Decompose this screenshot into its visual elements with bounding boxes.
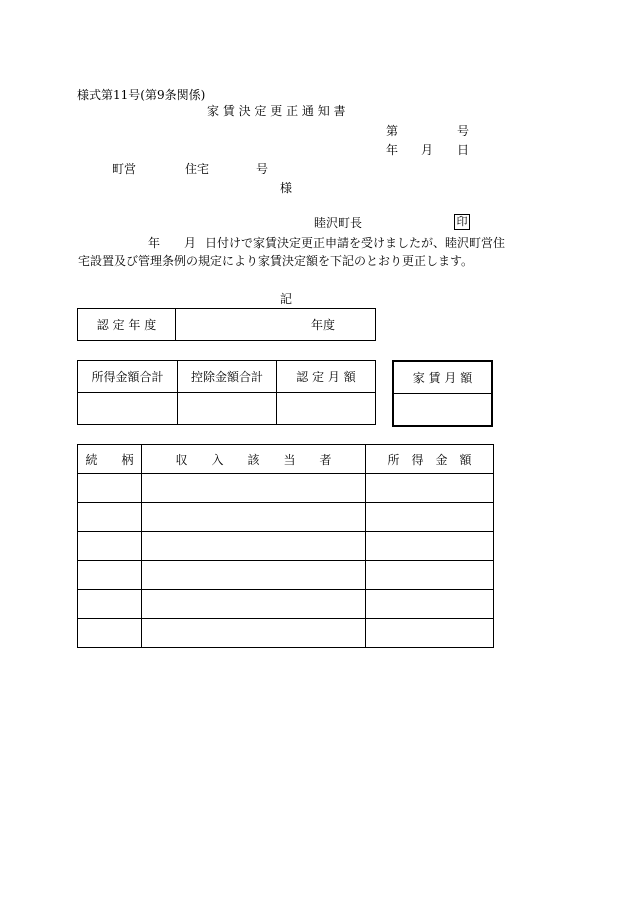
- earner-cell[interactable]: [142, 561, 366, 590]
- body-text: [78, 234, 508, 270]
- relation-cell[interactable]: [78, 619, 142, 648]
- ki-mark: 記: [280, 292, 293, 306]
- earner-cell[interactable]: [142, 619, 366, 648]
- earner-cell[interactable]: [142, 474, 366, 503]
- table-row: [78, 503, 494, 532]
- certified-monthly-cell[interactable]: [277, 393, 376, 425]
- relation-header: 続 柄: [78, 445, 142, 474]
- body-year: 年: [148, 236, 161, 250]
- address-town: 町営: [112, 162, 137, 176]
- table-row: [78, 561, 494, 590]
- seal-mark: 印: [454, 214, 470, 230]
- relation-cell[interactable]: [78, 590, 142, 619]
- income-amount-cell[interactable]: [366, 532, 494, 561]
- table-row: [78, 532, 494, 561]
- table-row: [78, 474, 494, 503]
- address-housing: 住宅: [185, 162, 210, 176]
- document-title: 家 賃 決 定 更 正 通 知 書: [207, 104, 346, 118]
- body-text-content: 日付けで家賃決定更正申請を受けましたが、睦沢町営住宅設置及び管理条例の規定により家賃決定額を下記のとおり更正します。: [78, 236, 506, 268]
- income-amount-cell[interactable]: [366, 590, 494, 619]
- relation-cell[interactable]: [78, 503, 142, 532]
- income-amount-cell[interactable]: [366, 474, 494, 503]
- relation-cell[interactable]: [78, 532, 142, 561]
- calc-table: [77, 360, 376, 425]
- income-amount-cell[interactable]: [366, 619, 494, 648]
- certified-year-unit: 年度: [311, 318, 336, 332]
- monthly-rent-cell[interactable]: [393, 394, 492, 427]
- deduction-total-header: 控除金額合計: [178, 361, 277, 393]
- earner-header: 収 入 該 当 者: [142, 445, 366, 474]
- earner-cell[interactable]: [142, 532, 366, 561]
- deduction-total-cell[interactable]: [178, 393, 277, 425]
- body-month: 月: [184, 236, 197, 250]
- income-amount-cell[interactable]: [366, 561, 494, 590]
- date-month: 月: [421, 143, 434, 157]
- certified-year-value[interactable]: [176, 309, 376, 341]
- income-table: [77, 444, 494, 648]
- issuer: 睦沢町長: [314, 216, 363, 230]
- income-amount-cell[interactable]: [366, 503, 494, 532]
- relation-cell[interactable]: [78, 561, 142, 590]
- recipient-suffix: 様: [280, 181, 293, 195]
- relation-cell[interactable]: [78, 474, 142, 503]
- date-day: 日: [457, 143, 470, 157]
- certified-year-table: [77, 308, 376, 341]
- doc-no-suffix: 号: [457, 124, 470, 138]
- certified-monthly-header: 認 定 月 額: [277, 361, 376, 393]
- monthly-rent-header: 家 賃 月 額: [393, 361, 492, 394]
- table-row: [78, 619, 494, 648]
- doc-no-prefix: 第: [386, 124, 399, 138]
- address-number: 号: [256, 162, 269, 176]
- income-total-cell[interactable]: [78, 393, 178, 425]
- form-number: 様式第11号(第9条関係): [77, 88, 206, 102]
- table-row: [78, 590, 494, 619]
- earner-cell[interactable]: [142, 503, 366, 532]
- rent-box: [392, 360, 493, 427]
- earner-cell[interactable]: [142, 590, 366, 619]
- income-total-header: 所得金額合計: [78, 361, 178, 393]
- certified-year-label: 認 定 年 度: [78, 309, 176, 341]
- income-amount-header: 所 得 金 額: [366, 445, 494, 474]
- date-year: 年: [386, 143, 399, 157]
